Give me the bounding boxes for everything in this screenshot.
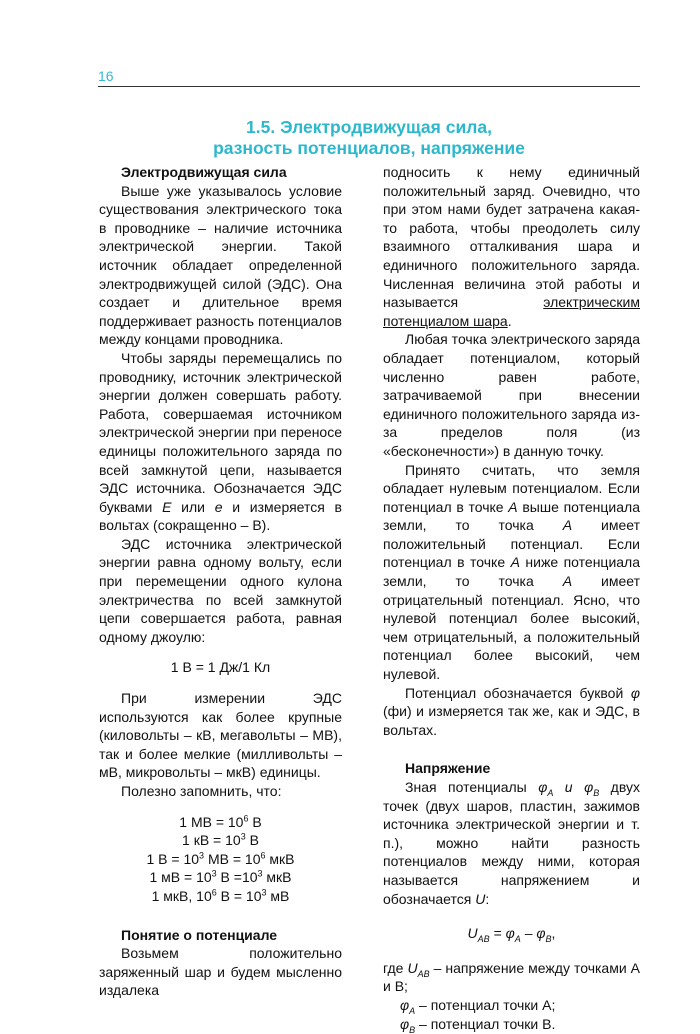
paragraph-earth-potential: Принято считать, что земля обладает нулевым потенциалом. Если потенциал в точке А выше потенциала земли, то точка А имеет положительный потенциал. Если потенциал в точке А ниже потенциала земли, то точка А имеет отрицательный потенциал. Ясно, что нулевой потенциал более высокий, чем отрицательный, а положительный потенциал более высокий, чем нулевой. <box>383 461 641 683</box>
formula-voltage: $U_{AB} = \varphi_A - \varphi_B$, <box>467 925 556 944</box>
paragraph-point-potential: Любая точка электрического заряда обладает потенциалом, который численно равен работе, затрачиваемой при внесении единичного положительного заряда из-за пределов поля (из «бесконечности») в данную точку. <box>383 331 640 459</box>
header-rule <box>98 86 640 87</box>
heading-potential: Понятие о потенциале <box>121 926 278 943</box>
unit-line-4: 1 мВ = $10^3$ $В =10^3$ мкВ <box>149 868 292 886</box>
paragraph-potential-cont: подносить к нему единичный положительный заряд. Очевидно, что при этом нами будет затрачена какая-то работа, чтобы преодолеть силу взаимного отталкивания шара и единичного положительного заряда. Численная величина этой работы и называется электрическим потенциалом шара. <box>383 164 640 329</box>
paragraph-where: где $U_{AB}$ – напряжение между точками А и В; <box>383 959 640 995</box>
formula-volt: 1 В = 1 Дж/1 Кл <box>170 659 271 676</box>
heading-emf: Электродвижущая сила <box>121 164 287 180</box>
definition-phi-a: $\varphi_A$ – потенциал точки А; <box>400 996 556 1016</box>
paragraph-potential-start: Возьмем положительно заряженный шар и будем мысленно издалека <box>99 945 342 999</box>
paragraph-units: При измерении ЭДС используются как более крупные (киловольты – кВ, мегавольты – МВ), так и более мелкие (милливольты – мВ, микровольты – мкВ) единицы. <box>99 690 342 781</box>
section-title-line-2: разность потенциалов, напряжение <box>213 138 525 158</box>
unit-line-3: 1 $В = 10^3$ МВ = $10^6$ мкВ <box>146 850 295 867</box>
left-column <box>99 163 342 1000</box>
unit-line-5: 1 мкВ, $10^6$ $В = 10^3$ мВ <box>151 887 290 904</box>
term-electric-potential: электрическим потенциалом шара <box>383 294 640 329</box>
unit-line-1: 1 МВ = $10^6$ В <box>179 812 262 830</box>
section-title-line-1: 1.5. Электродвижущая сила, <box>246 117 492 137</box>
paragraph-voltage: Зная потенциалы $\varphi_A$ и $\varphi_B$ двух точек (двух шаров, пластин, зажимов источника электрической энергии и т. п.), можно найти разность потенциалов между ними, которая называется напряжением и обозначается U: <box>383 779 640 907</box>
paragraph-remember: Полезно запомнить, что: <box>121 783 282 799</box>
heading-voltage: Напряжение <box>405 760 491 777</box>
unit-line-2: 1 кВ = $10^3$ В <box>182 831 259 849</box>
right-column <box>383 163 640 1033</box>
paragraph-emf-work: Чтобы заряды перемещались по проводнику, источник электрической энергии должен совершать работу. Работа, совершаемая источником электрической энергии при переносе единицы положительного заряда по всей замкнутой цепи, называется ЭДС источника. Обозначается ЭДС буквами E или e и измеряется в вольтах (сокращенно – В). <box>99 349 342 534</box>
definition-phi-b: $\varphi_B$ – потенциал точки В. <box>400 1015 556 1034</box>
paragraph-emf-volt: ЭДС источника электрической энергии равна одному вольту, если при перемещении одного кулона электричества по всей замкнутой цепи совершается работа, равная одному джоулю: <box>99 535 342 645</box>
paragraph-phi: Потенциал обозначается буквой φ (фи) и измеряется так же, как и ЭДС, в вольтах. <box>383 684 640 738</box>
paragraph-emf-intro: Выше уже указывалось условие существования электрического тока в проводнике – наличие источника электрической энергии. Такой источник обладает определенной электродвижущей силой (ЭДС). Она создает и длительное время поддерживает разность потенциалов между концами проводника. <box>99 182 342 348</box>
page-number: 16 <box>98 68 114 84</box>
